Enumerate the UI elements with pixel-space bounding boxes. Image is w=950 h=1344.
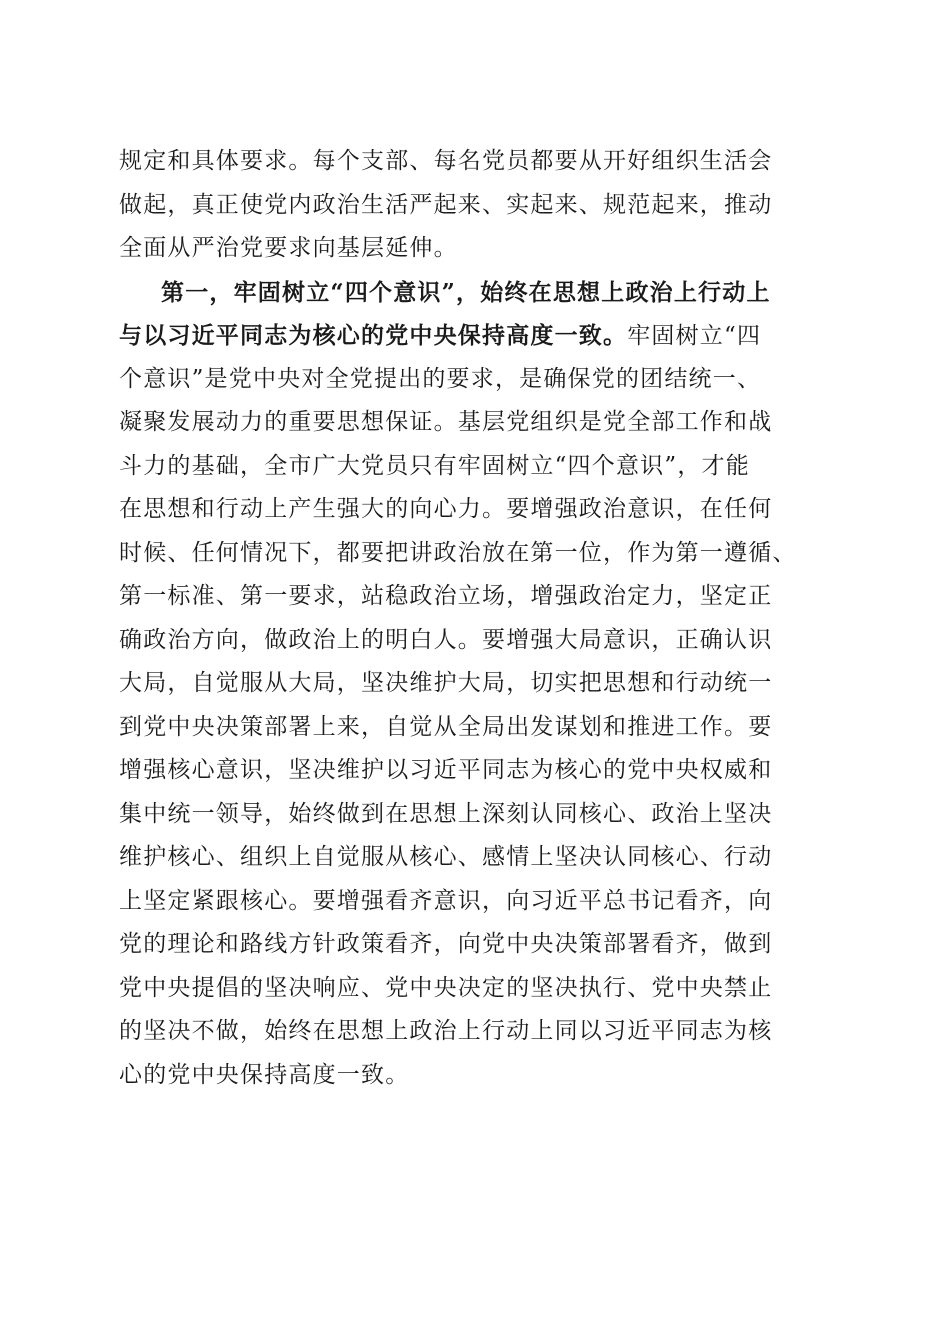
paragraph-2-line-13: 维护核心、组织上自觉服从核心、感情上坚决认同核心、行动: [119, 844, 773, 870]
paragraph-2-line-14: 上坚定紧跟核心。要增强看齐意识，向习近平总书记看齐，向: [119, 887, 773, 914]
paragraph-1-line-3: 全面从严治党要求向基层延伸。: [119, 235, 458, 261]
paragraph-2-line-15: 党的理论和路线方针政策看齐，向党中央决策部署看齐，做到: [119, 931, 773, 957]
paragraph-2-heading-line-2: 与以习近平同志为核心的党中央保持高度一致。: [119, 322, 628, 349]
paragraph-2-mixed-line: [119, 314, 839, 358]
paragraph-2-line-11: 增强核心意识，坚决维护以习近平同志为核心的党中央权威和: [119, 757, 773, 783]
paragraph-2-line-9: 大局，自觉服从大局，坚决维护大局，切实把思想和行动统一: [119, 670, 773, 696]
paragraph-2-line-1: 牢固树立“四: [627, 323, 762, 349]
paragraph-2-line-2: 个意识”是党中央对全党提出的要求，是确保党的团结统一、: [119, 365, 762, 392]
document-body: [119, 140, 839, 1097]
paragraph-2-line-18: 心的党中央保持高度一致。: [119, 1061, 410, 1088]
paragraph-2-line-4: 斗力的基础，全市广大党员只有牢固树立“四个意识”，才能: [119, 452, 750, 479]
paragraph-1-line-1: 规定和具体要求。每个支部、每名党员都要从开好组织生活会: [119, 148, 773, 174]
paragraph-2-line-17: 的坚决不做，始终在思想上政治上行动上同以习近平同志为核: [119, 1018, 773, 1044]
paragraph-1-line-2: 做起，真正使党内政治生活严起来、实起来、规范起来，推动: [119, 191, 773, 218]
paragraph-2-line-16: 党中央提倡的坚决响应、党中央决定的坚决执行、党中央禁止: [119, 974, 773, 1001]
paragraph-2-heading-line-1: 第一，牢固树立“四个意识”，始终在思想上政治上行动上: [161, 278, 771, 306]
paragraph-2-line-8: 确政治方向，做政治上的明白人。要增强大局意识，正确认识: [119, 626, 773, 653]
paragraph-2-line-7: 第一标准、第一要求，站稳政治立场，增强政治定力，坚定正: [119, 583, 773, 609]
paragraph-2-line-5: 在思想和行动上产生强大的向心力。要增强政治意识，在任何: [119, 496, 773, 522]
paragraph-2-line-10: 到党中央决策部署上来，自觉从全局出发谋划和推进工作。要: [119, 713, 773, 740]
paragraph-2-line-3: 凝聚发展动力的重要思想保证。基层党组织是党全部工作和战: [119, 409, 773, 435]
paragraph-2-line-12: 集中统一领导，始终做到在思想上深刻认同核心、政治上坚决: [119, 800, 773, 827]
paragraph-2-line-6: 时候、任何情况下，都要把讲政治放在第一位，作为第一遵循、: [119, 539, 797, 566]
